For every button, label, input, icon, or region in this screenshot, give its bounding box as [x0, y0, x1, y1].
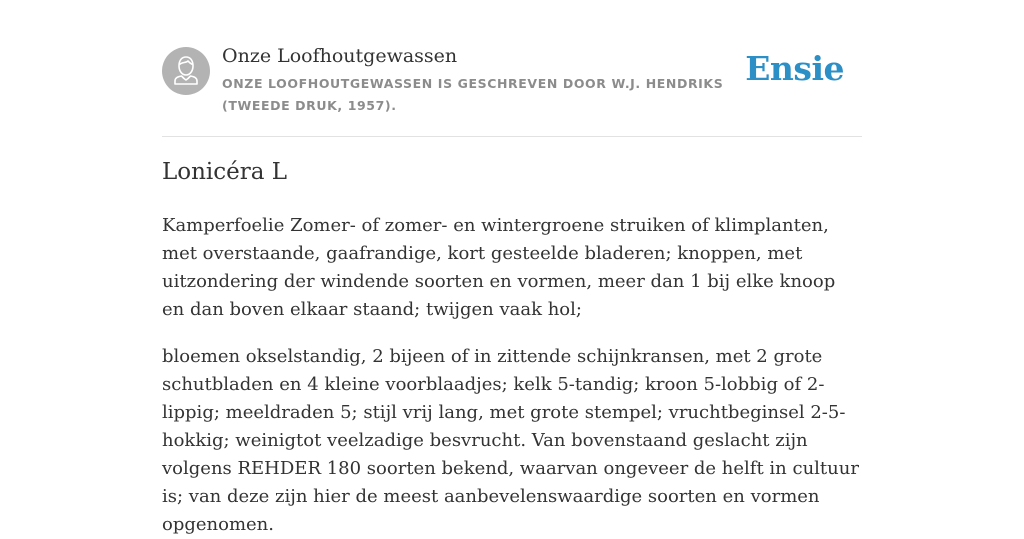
work-title[interactable]: Onze Loofhoutgewassen — [222, 45, 458, 67]
avatar[interactable] — [162, 47, 210, 95]
user-icon — [162, 47, 210, 95]
work-subtitle: ONZE LOOFHOUTGEWASSEN IS GESCHREVEN DOOR W.J. HENDRIKS (TWEEDE DRUK, 1957). — [222, 76, 724, 113]
header — [162, 44, 862, 137]
ensie-logo[interactable]: Ensie — [745, 49, 844, 88]
entry-paragraph: Kamperfoelie Zomer- of zomer- en wintergroene struiken of klimplanten, met overstaande, gaafrandige, kort gesteelde bladeren; knoppen, met uitzondering der windende soorten en vormen, meer dan 1 bij elke knoop en dan boven elkaar staand; twijgen vaak hol; — [162, 215, 836, 320]
entry-paragraph: bloemen okselstandig, 2 bijeen of in zittende schijnkransen, met 2 grote schutbladen en 4 kleine voorblaadjes; kelk 5-tandig; kroon 5-lobbig of 2-lippig; meeldraden 5; stijl vrij lang, met grote stempel; vruchtbeginsel 2-5-hokkig; weinigtot veelzadige besvrucht. Van bovenstaand geslacht zijn volgens REHDER 180 soorten bekend, waarvan ongeveer de helft in cultuur is; van deze zijn hier de meest aanbevelenswaardige soorten en vormen opgenomen. — [162, 346, 859, 535]
entry-title: Lonicéra L — [162, 159, 288, 185]
